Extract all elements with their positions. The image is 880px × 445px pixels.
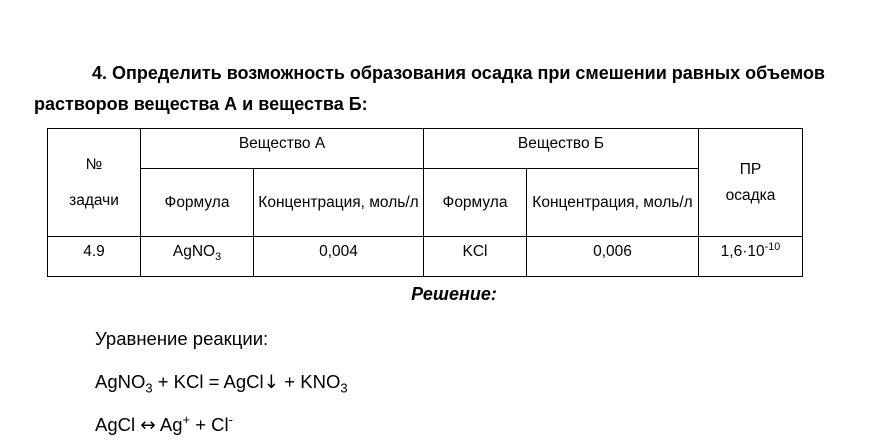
header-concentration-a: Концентрация, моль/л <box>254 169 424 237</box>
precipitate-arrow-icon: ↓ <box>263 372 280 393</box>
header-pr-label: ПР осадка <box>725 160 776 204</box>
cell-formula-a: AgNO$_3$ <box>141 237 254 277</box>
equilibrium-arrow-icon: ↔ <box>140 415 156 436</box>
header-task-number <box>48 129 141 237</box>
header-pr <box>699 129 803 237</box>
cell-concentration-b: 0,006 <box>527 237 699 277</box>
header-formula-a: Формула <box>141 169 254 237</box>
header-substance-b: Вещество Б <box>424 129 699 169</box>
cell-concentration-a: 0,004 <box>254 237 424 277</box>
cell-formula-b: KCl <box>424 237 527 277</box>
header-concentration-b: Концентрация, моль/л <box>527 169 699 237</box>
header-substance-a: Вещество А <box>141 129 424 169</box>
reaction-equation: AgNO$_3$ + KCl = AgCl↓ + $KNO_3$ <box>95 371 348 396</box>
data-table <box>47 128 803 277</box>
header-task-number-label: № задачи <box>69 155 119 209</box>
solution-heading: Решение: <box>411 284 497 304</box>
equation-label: Уравнение реакции: <box>95 328 269 349</box>
task-title: 4. Определить возможность образования осадка при смешении равных объемов растворов вещества А и вещества Б: <box>34 63 825 114</box>
cell-task-number: 4.9 <box>48 237 141 277</box>
header-formula-b: Формула <box>424 169 527 237</box>
table-row <box>48 237 803 277</box>
cell-pr-value: $1,6\cdot 10^{-10}$ <box>699 237 803 277</box>
dissociation-equation: AgCl ↔ Ag+ + Cl- <box>95 411 233 436</box>
